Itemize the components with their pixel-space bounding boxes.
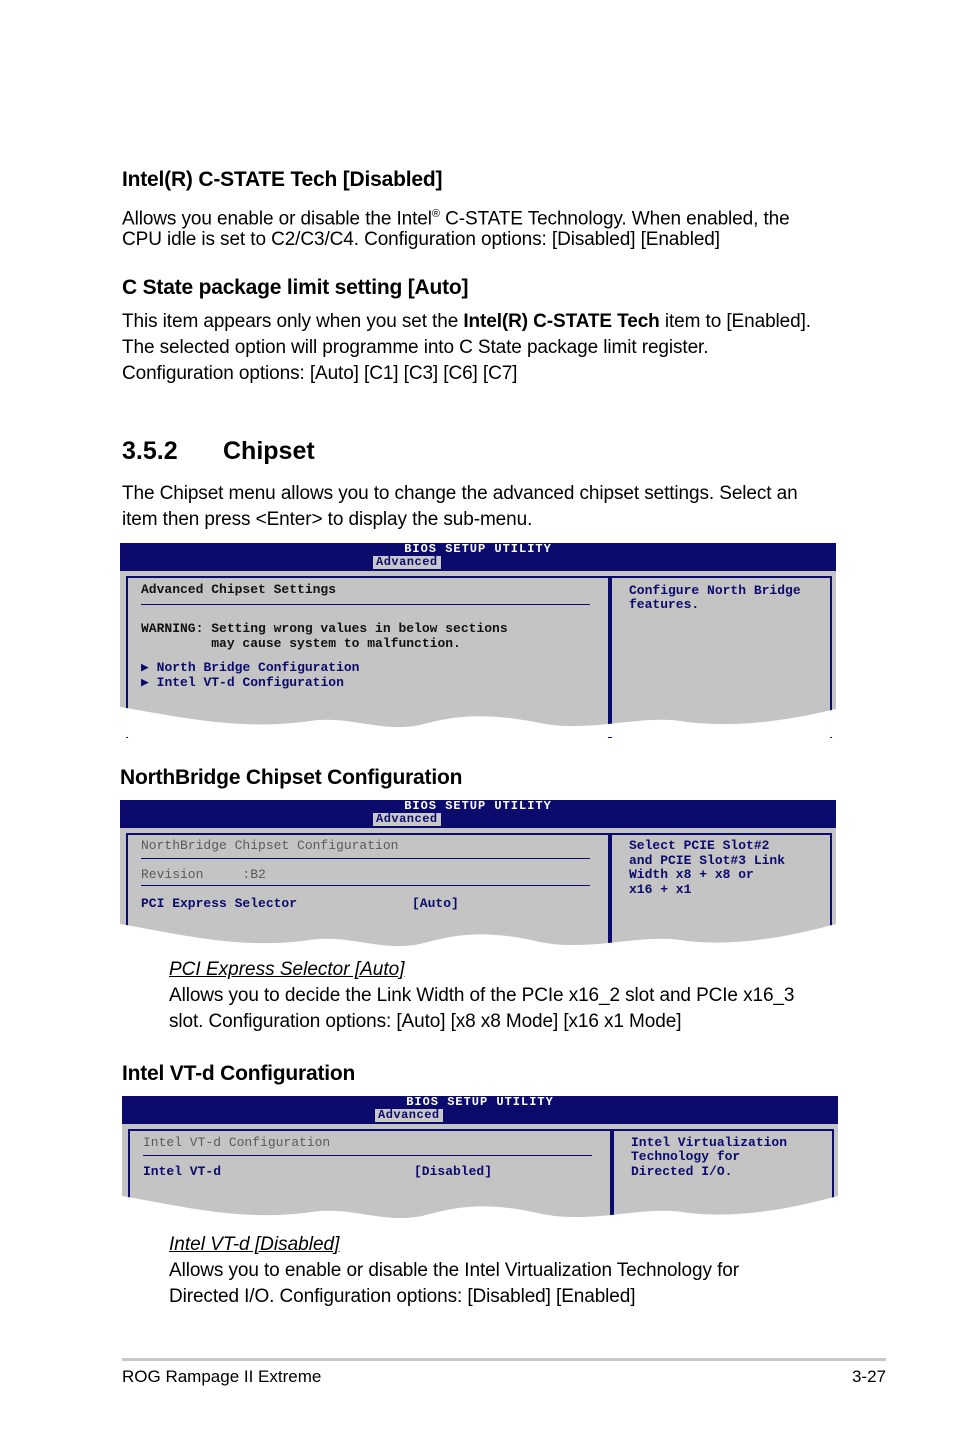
help-text-line2: features. [629,597,700,612]
vtd-heading: Intel VT-d Configuration [122,1062,356,1085]
tab-advanced[interactable]: Advanced [373,813,441,826]
bios-screen-chipset [120,543,836,735]
bios-warning-line1: WARNING: Setting wrong values in below sections [141,621,508,636]
menu-item-intel-vtd[interactable] [141,675,344,690]
c-state-limit-line3: Configuration options: [Auto] [C1] [C3] [C6] [C7] [122,363,518,384]
help-text-line4: x16 + x1 [629,882,692,897]
vtd-item-title: Intel VT-d [Disabled] [169,1234,340,1255]
section-number: 3.5.2 [122,437,178,465]
bios-screen-vtd [122,1096,838,1226]
bios-title-bar [120,800,836,828]
torn-edge [120,920,836,956]
bios-revision: Revision :B2 [141,867,266,882]
torn-edge [122,1192,838,1226]
c-state-limit-b: item to [Enabled]. [659,311,811,332]
c-state-desc-line2: CPU idle is set to C2/C3/C4. Configuration options: [Disabled] [Enabled] [122,229,720,250]
bios-title-bar [122,1096,838,1124]
pci-express-selector-value[interactable]: [Auto] [412,896,459,911]
menu-item-north-bridge[interactable] [141,660,359,675]
triangle-right-icon: ▶ [141,660,157,675]
c-state-limit-line2: The selected option will programme into C State package limit register. [122,337,709,358]
help-text-line1: Configure North Bridge [629,583,801,598]
help-text-line3: Width x8 + x8 or [629,867,754,882]
c-state-desc-a: Allows you enable or disable the Intel [122,208,432,230]
bios-header-rule [141,604,590,605]
c-state-limit-a: This item appears only when you set the [122,311,464,332]
bios-panel-header: NorthBridge Chipset Configuration [141,838,399,853]
c-state-heading: Intel(R) C-STATE Tech [Disabled] [122,168,443,191]
footer-rule [122,1358,886,1361]
bios-title-bar [120,543,836,571]
c-state-limit-line1 [122,309,811,335]
c-state-limit-bold: Intel(R) C-STATE Tech [463,311,660,332]
registered-mark: ® [431,208,440,220]
tab-advanced[interactable]: Advanced [375,1109,443,1122]
torn-edge [120,703,836,737]
bios-revision-rule [141,885,590,886]
bios-header-rule [141,858,590,859]
intel-vtd-value[interactable]: [Disabled] [414,1164,493,1179]
help-text-line1: Select PCIE Slot#2 [629,838,770,853]
help-text-line1: Intel Virtualization [631,1135,788,1150]
triangle-right-icon: ▶ [141,675,157,690]
northbridge-heading: NorthBridge Chipset Configuration [120,766,463,789]
pci-express-desc-line2: slot. Configuration options: [Auto] [x8 x8 Mode] [x16 x1 Mode] [169,1011,682,1032]
pci-express-desc-line1: Allows you to decide the Link Width of the PCIe x16_2 slot and PCIe x16_3 [169,985,795,1006]
footer-product-name: ROG Rampage II Extreme [122,1367,322,1386]
bios-title: BIOS SETUP UTILITY [406,1095,554,1109]
section-title: Chipset [223,437,315,465]
intel-vtd-label[interactable]: Intel VT-d [143,1164,222,1179]
tab-advanced[interactable]: Advanced [373,556,441,569]
bios-title: BIOS SETUP UTILITY [404,799,552,813]
bios-warning-line2: may cause system to malfunction. [141,636,461,651]
vtd-desc-line2: Directed I/O. Configuration options: [Disabled] [Enabled] [169,1286,636,1307]
chipset-desc-line2: item then press <Enter> to display the sub-menu. [122,509,533,530]
pci-express-selector-label[interactable]: PCI Express Selector [141,896,298,911]
menu-item-north-bridge-label: North Bridge Configuration [156,660,360,675]
bios-title: BIOS SETUP UTILITY [404,542,552,556]
help-text-line3: Directed I/O. [631,1164,733,1179]
bios-panel-header: Advanced Chipset Settings [141,582,337,597]
bios-screen-northbridge [120,800,836,956]
footer-page-number: 3-27 [851,1367,886,1386]
help-text-line2: Technology for [631,1149,741,1164]
chipset-desc-line1: The Chipset menu allows you to change the advanced chipset settings. Select an [122,483,798,504]
bios-panel-header: Intel VT-d Configuration [143,1135,331,1150]
c-state-desc-b: C-STATE Technology. When enabled, the [439,208,790,230]
vtd-desc-line1: Allows you to enable or disable the Intel Virtualization Technology for [169,1260,739,1281]
bios-header-rule [143,1155,592,1156]
c-state-limit-heading: C State package limit setting [Auto] [122,276,469,299]
menu-item-intel-vtd-label: Intel VT-d Configuration [156,675,344,690]
pci-express-item-title: PCI Express Selector [Auto] [169,959,405,980]
help-text-line2: and PCIE Slot#3 Link [629,853,786,868]
